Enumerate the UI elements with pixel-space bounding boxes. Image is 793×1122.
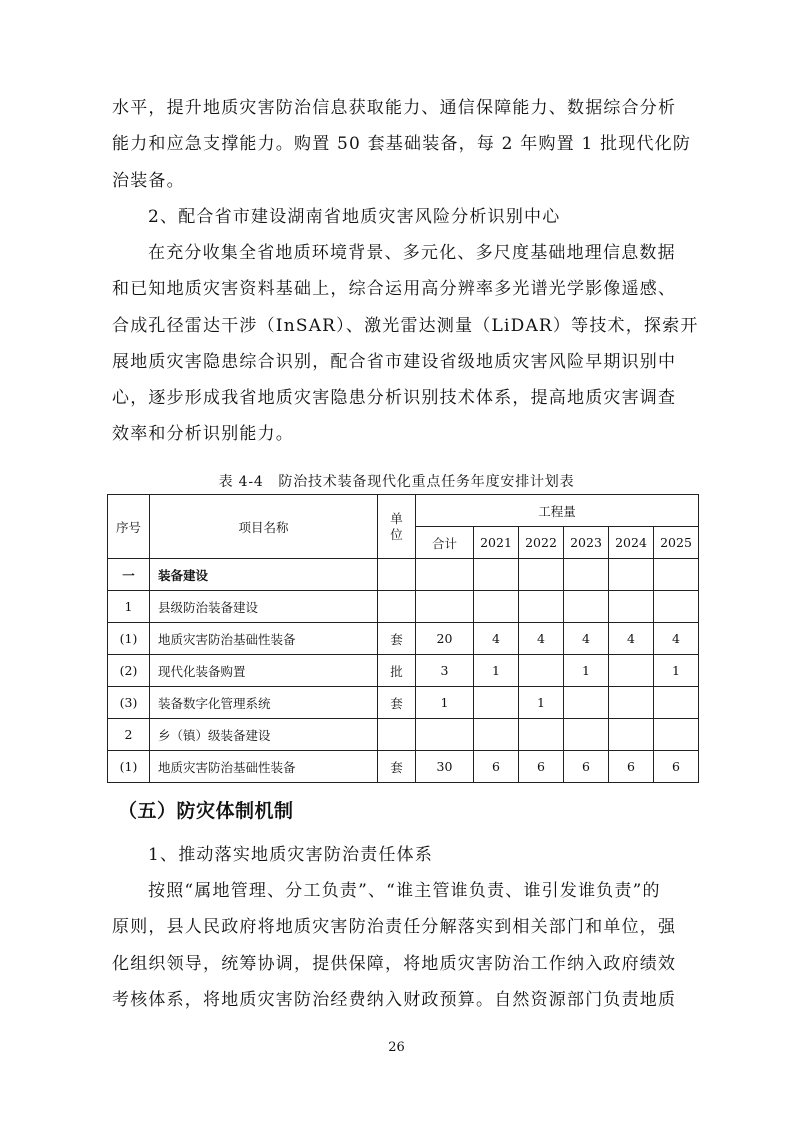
cell-unit: 套 [378,687,416,719]
text-line: 和已知地质灾害资料基础上，综合运用高分辨率多光谱光学影像遥感、 [112,279,677,300]
cell-2022 [519,655,564,687]
table-row [108,559,699,591]
paragraph-equipment-level [112,90,702,199]
table-row [108,591,699,623]
text-line: 按照“属地管理、分工负责”、“谁主管谁负责、谁引发谁负责”的 [148,881,661,901]
cell-2021: 6 [474,751,519,783]
table-row [108,687,699,719]
cell-total [416,719,474,751]
cell-2022: 6 [519,751,564,783]
cell-name: 县级防治装备建设 [150,591,378,623]
cell-2021 [474,559,519,591]
cell-2021 [474,687,519,719]
cell-2024: 6 [609,751,654,783]
equipment-plan-table [107,494,699,783]
cell-2021: 4 [474,623,519,655]
cell-2024 [609,559,654,591]
cell-seq: (3) [108,687,150,719]
cell-2025 [654,559,699,591]
cell-2023 [564,687,609,719]
text-line: 治装备。 [112,170,185,191]
paragraph-responsibility [112,873,702,1018]
cell-seq: 1 [108,591,150,623]
table-row [108,719,699,751]
header-total: 合计 [416,527,474,559]
paragraph-risk-identification [112,235,702,453]
text-line: 化组织领导，统筹协调，提供保障，将地质灾害防治工作纳入政府绩效 [112,953,677,974]
table-row [108,623,699,655]
cell-2024 [609,687,654,719]
table-row [108,655,699,687]
cell-name: 乡（镇）级装备建设 [150,719,378,751]
cell-seq: 一 [108,559,150,591]
cell-total [416,591,474,623]
cell-total: 20 [416,623,474,655]
cell-total: 3 [416,655,474,687]
header-seq: 序号 [108,495,150,559]
text-line: 考核体系，将地质灾害防治经费纳入财政预算。自然资源部门负责地质 [112,989,677,1010]
cell-2021 [474,591,519,623]
page-number: 26 [388,1040,405,1055]
table-caption: 表 4-4 防治技术装备现代化重点任务年度安排计划表 [218,474,575,490]
cell-2025: 1 [654,655,699,687]
cell-name: 现代化装备购置 [150,655,378,687]
cell-unit [378,719,416,751]
cell-name: 装备建设 [150,559,378,591]
text-line: 原则，县人民政府将地质灾害防治责任分解落实到相关部门和单位，强 [112,917,677,938]
header-year: 2024 [609,527,654,559]
section-heading: （五）防灾体制机制 [118,800,294,822]
cell-unit [378,591,416,623]
header-unit: 单位 [378,495,416,559]
cell-seq: (1) [108,751,150,783]
cell-2025: 6 [654,751,699,783]
cell-seq: 2 [108,719,150,751]
header-year: 2022 [519,527,564,559]
cell-2022 [519,591,564,623]
text-line: 合成孔径雷达干涉（InSAR）、激光雷达测量（LiDAR）等技术，探索开 [112,315,699,336]
text-line: 效率和分析识别能力。 [112,424,294,445]
header-workload: 工程量 [416,495,699,527]
cell-2025 [654,719,699,751]
cell-2024 [609,591,654,623]
cell-seq: (1) [108,623,150,655]
subheading-text: 1、推动落实地质灾害防治责任体系 [148,845,434,865]
cell-2025 [654,687,699,719]
cell-name: 装备数字化管理系统 [150,687,378,719]
cell-2024 [609,719,654,751]
cell-name: 地质灾害防治基础性装备 [150,623,378,655]
cell-2022: 4 [519,623,564,655]
text-line: 水平，提升地质灾害防治信息获取能力、通信保障能力、数据综合分析 [112,98,677,118]
cell-2022: 1 [519,687,564,719]
text-line: 能力和应急支撑能力。购置 50 套基础装备，每 2 年购置 1 批现代化防 [112,134,692,155]
table-row [108,751,699,783]
header-year: 2025 [654,527,699,559]
cell-unit [378,559,416,591]
subheading-text: 2、配合省市建设湖南省地质灾害风险分析识别中心 [148,207,561,227]
cell-2022 [519,719,564,751]
cell-unit: 套 [378,623,416,655]
cell-2021: 1 [474,655,519,687]
cell-total: 30 [416,751,474,783]
text-line: 展地质灾害隐患综合识别，配合省市建设省级地质灾害风险早期识别中 [112,351,677,372]
subheading-risk-center [112,199,702,235]
cell-2023 [564,559,609,591]
cell-total: 1 [416,687,474,719]
header-year: 2023 [564,527,609,559]
cell-unit: 批 [378,655,416,687]
cell-2025 [654,591,699,623]
text-line: 在充分收集全省地质环境背景、多元化、多尺度基础地理信息数据 [148,243,676,263]
cell-2023: 1 [564,655,609,687]
cell-2024: 4 [609,623,654,655]
cell-total [416,559,474,591]
cell-2023: 6 [564,751,609,783]
cell-2021 [474,719,519,751]
header-year: 2021 [474,527,519,559]
cell-name: 地质灾害防治基础性装备 [150,751,378,783]
cell-2024 [609,655,654,687]
header-name: 项目名称 [150,495,378,559]
cell-2023 [564,591,609,623]
cell-unit: 套 [378,751,416,783]
subheading-responsibility [112,837,702,873]
cell-2025: 4 [654,623,699,655]
cell-2023: 4 [564,623,609,655]
cell-2022 [519,559,564,591]
cell-2023 [564,719,609,751]
cell-seq: (2) [108,655,150,687]
text-line: 心，逐步形成我省地质灾害隐患分析识别技术体系，提高地质灾害调查 [112,388,677,409]
